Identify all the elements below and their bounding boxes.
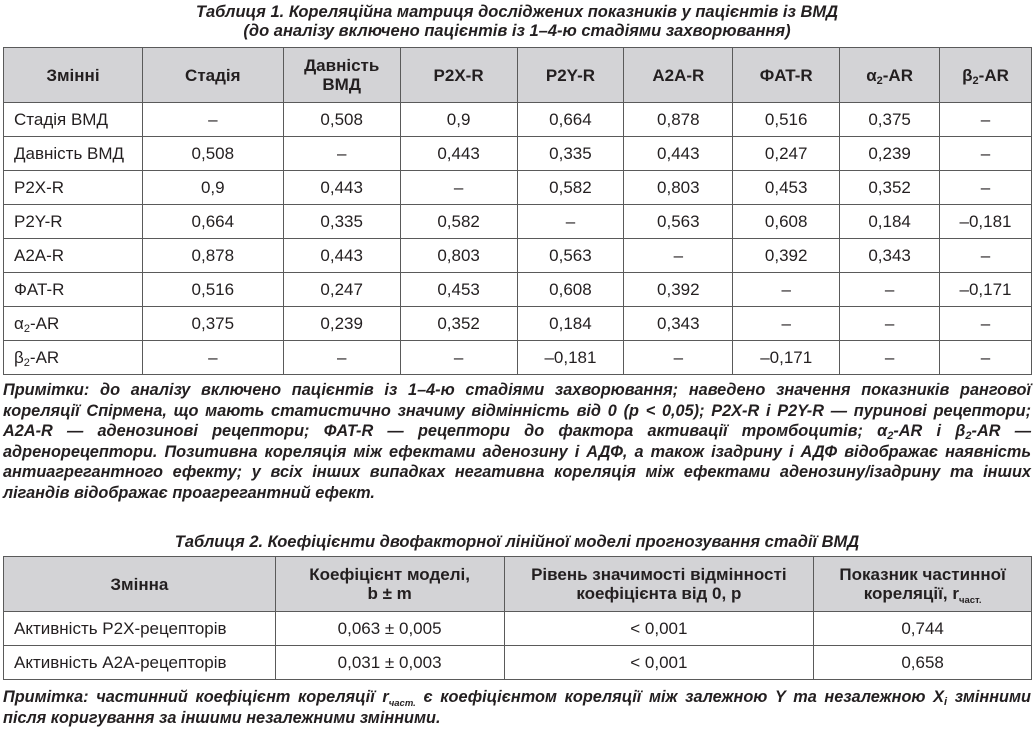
table-cell: 0,878: [142, 239, 283, 273]
table-cell: 0,352: [400, 307, 517, 341]
table-cell: 0,443: [624, 137, 733, 171]
table-cell: –: [940, 137, 1032, 171]
table-cell: 0,803: [624, 171, 733, 205]
table-cell: –: [517, 205, 624, 239]
table-cell: 0,9: [400, 103, 517, 137]
table-cell: 0,443: [400, 137, 517, 171]
table-cell: 0,582: [400, 205, 517, 239]
table-cell: 0,453: [400, 273, 517, 307]
table-row: [4, 646, 1032, 680]
table-cell: 0,453: [733, 171, 840, 205]
note1-subscript-1: 2: [887, 430, 894, 442]
table1-header-variables: Змінні: [4, 48, 143, 103]
table1-header-duration-text: Давність ВМД: [304, 56, 380, 94]
row-label-suffix: -AR: [29, 347, 60, 367]
table-cell: 0,508: [142, 137, 283, 171]
row-label: Активність A2A-рецепторів: [4, 646, 276, 680]
table-cell: –: [840, 307, 940, 341]
table-cell: 0,508: [283, 103, 400, 137]
table-cell: 0,878: [624, 103, 733, 137]
table2-header-variable: Змінна: [4, 557, 276, 612]
table1-header-a2a: A2A-R: [624, 48, 733, 103]
note1-text-part2: -AR і β: [893, 422, 966, 440]
table2-header-row: [4, 557, 1032, 612]
table-cell: 0,063 ± 0,005: [275, 612, 504, 646]
table-cell: –: [624, 239, 733, 273]
table-cell: 0,443: [283, 171, 400, 205]
table2-header-significance: [504, 557, 814, 612]
table-cell: 0,335: [517, 137, 624, 171]
table-cell: < 0,001: [504, 646, 814, 680]
table-cell: –: [940, 171, 1032, 205]
table-cell: 0,375: [142, 307, 283, 341]
table-cell: –: [624, 341, 733, 375]
table-cell: 0,664: [517, 103, 624, 137]
table-cell: 0,443: [283, 239, 400, 273]
table-row: [4, 171, 1032, 205]
table1-header-stage: Стадія: [142, 48, 283, 103]
note2-text-part1: Примітка: частинний коефіцієнт кореляції r: [3, 688, 389, 706]
note2-subscript-2: i: [944, 696, 948, 708]
table-cell: 0,247: [733, 137, 840, 171]
table-cell: 0,664: [142, 205, 283, 239]
table1-caption-line2: (до аналізу включено пацієнтів із 1–4-ю стадіями захворювання): [243, 22, 791, 40]
table-cell: –: [400, 341, 517, 375]
table-row: [4, 307, 1032, 341]
table-row: [4, 137, 1032, 171]
table-row: [4, 612, 1032, 646]
table2-header-significance-line2: коефіцієнта від 0, p: [576, 584, 742, 603]
table-cell: –0,181: [940, 205, 1032, 239]
table-cell: 0,343: [840, 239, 940, 273]
table-cell: 0,582: [517, 171, 624, 205]
beta-suffix: -AR: [978, 65, 1009, 85]
correlation-matrix-table: [3, 47, 1032, 375]
row-label: P2X-R: [4, 171, 143, 205]
table-cell: –: [940, 307, 1032, 341]
table1-header-p2x: P2X-R: [400, 48, 517, 103]
note1-text-part3: -AR — адренорецептори. Позитивна кореляція між ефектами аденозину і АДФ, а також ізадрину і АДФ відображає наявність антиагрегантного ефекту; у всіх інших випадках негативна кореляція між ефектами аденозину/ізадрину та інших лігандів відображає проагрегантний ефект.: [3, 422, 1031, 502]
table-row: [4, 273, 1032, 307]
row-label-symbol: α: [14, 313, 24, 333]
table-cell: –: [283, 137, 400, 171]
table1-header-p2y: P2Y-R: [517, 48, 624, 103]
table2-header-coefficient-line2: b ± m: [367, 584, 412, 603]
row-label-symbol: β: [14, 347, 24, 367]
table-cell: 0,392: [733, 239, 840, 273]
table-cell: –0,171: [733, 341, 840, 375]
table-row: [4, 103, 1032, 137]
table-cell: 0,375: [840, 103, 940, 137]
table1-body: [4, 103, 1032, 375]
row-label: P2Y-R: [4, 205, 143, 239]
note2-text-part3: змінними після коригування за іншими незалежними змінними.: [3, 688, 1031, 727]
table-cell: 0,803: [400, 239, 517, 273]
table-cell: 0,031 ± 0,003: [275, 646, 504, 680]
table-cell: –: [142, 103, 283, 137]
beta-symbol: β: [962, 65, 973, 85]
table1-header-fat: ФAT-R: [733, 48, 840, 103]
table-cell: –: [400, 171, 517, 205]
table-cell: 0,516: [733, 103, 840, 137]
table-cell: 0,563: [624, 205, 733, 239]
row-label: ФAT-R: [4, 273, 143, 307]
row-label: Активність P2X-рецепторів: [4, 612, 276, 646]
partial-correlation-subscript: част.: [958, 595, 982, 606]
note1-subscript-2: 2: [965, 430, 972, 442]
table-cell: 0,563: [517, 239, 624, 273]
table2-header-partial-correlation-line1: Показник частинної: [839, 565, 1006, 584]
table2-header-significance-line1: Рівень значимості відмінності: [531, 565, 787, 584]
note2-subscript-1: част.: [388, 698, 416, 709]
partial-correlation-label: кореляції, r: [863, 584, 959, 603]
table-cell: 0,184: [840, 205, 940, 239]
beta-subscript: 2: [972, 74, 979, 87]
table-cell: –: [940, 341, 1032, 375]
table2-body: [4, 612, 1032, 680]
table-row: [4, 341, 1032, 375]
row-label-suffix: -AR: [29, 313, 60, 333]
table-cell: –: [840, 273, 940, 307]
table1-notes: [3, 380, 1031, 503]
table-cell: 0,516: [142, 273, 283, 307]
table-cell: –: [840, 341, 940, 375]
table2-header-partial-correlation-line2: [814, 584, 1031, 606]
row-label-subscript: 2: [23, 356, 30, 369]
table-cell: –: [283, 341, 400, 375]
table2-header-partial-correlation: [814, 557, 1032, 612]
table2-caption: Таблиця 2. Коефіцієнти двофакторної лінійної моделі прогнозування стадії ВМД: [174, 533, 860, 551]
table1-header-row: [4, 48, 1032, 103]
table1-header-duration: [283, 48, 400, 103]
table-cell: 0,9: [142, 171, 283, 205]
row-label: [4, 341, 143, 375]
table-cell: –: [142, 341, 283, 375]
table-cell: 0,392: [624, 273, 733, 307]
note2-text-part2: є коефіцієнтом кореляції між залежною Y та незалежною X: [415, 688, 944, 706]
table-cell: 0,608: [517, 273, 624, 307]
table1-header-alpha2: [840, 48, 940, 103]
row-label: A2A-R: [4, 239, 143, 273]
table-cell: 0,247: [283, 273, 400, 307]
alpha-subscript: 2: [876, 74, 883, 87]
row-label-subscript: 2: [23, 322, 30, 335]
table-cell: –: [940, 103, 1032, 137]
table-cell: –: [940, 239, 1032, 273]
table-cell: –0,171: [940, 273, 1032, 307]
table1-caption: [0, 3, 1034, 41]
table-cell: 0,239: [840, 137, 940, 171]
table2-header-coefficient-line1: Коефіцієнт моделі,: [309, 565, 470, 584]
table2-note: [3, 687, 1031, 728]
alpha-suffix: -AR: [882, 65, 913, 85]
table-cell: < 0,001: [504, 612, 814, 646]
table-cell: –0,181: [517, 341, 624, 375]
row-label: [4, 307, 143, 341]
table-cell: 0,608: [733, 205, 840, 239]
table-cell: 0,658: [814, 646, 1032, 680]
table-cell: 0,343: [624, 307, 733, 341]
table-cell: 0,239: [283, 307, 400, 341]
table-cell: 0,184: [517, 307, 624, 341]
table2-header-coefficient: [275, 557, 504, 612]
table1-header-beta2: [940, 48, 1032, 103]
table-cell: 0,744: [814, 612, 1032, 646]
table-cell: 0,352: [840, 171, 940, 205]
table-row: [4, 239, 1032, 273]
note1-text-part1: Примітки: до аналізу включено пацієнтів із 1–4-ю стадіями захворювання; наведено значення показників рангової кореляції Спірмена, що мають статистично значиму відмінність від 0 (p < 0,05); P2X-R і P2Y-R — пуринові рецептори; A2A-R — аденозинові рецептори; ФAT-R — рецептори до фактора активації тромбоцитів; α: [3, 381, 1031, 440]
table1-caption-line1: Таблиця 1. Кореляційна матриця досліджених показників у пацієнтів із ВМД: [195, 3, 839, 21]
alpha-symbol: α: [866, 65, 877, 85]
row-label: Давність ВМД: [4, 137, 143, 171]
row-label: Стадія ВМД: [4, 103, 143, 137]
table-row: [4, 205, 1032, 239]
table-cell: –: [733, 273, 840, 307]
table-cell: 0,335: [283, 205, 400, 239]
regression-coefficients-table: [3, 556, 1032, 680]
table-cell: –: [733, 307, 840, 341]
